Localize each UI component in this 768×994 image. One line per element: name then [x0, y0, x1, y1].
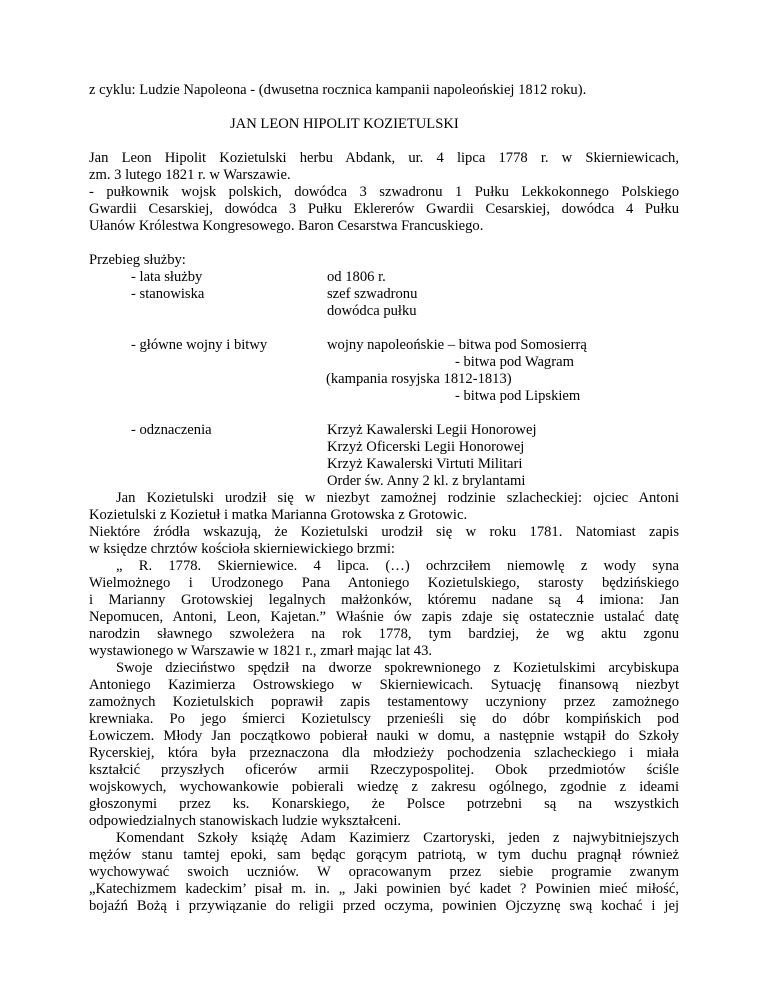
intro-line: Ułanów Królestwa Kongresowego. Baron Cesarstwa Francuskiego.: [89, 218, 484, 234]
service-value-war: - bitwa pod Lipskiem: [455, 388, 581, 404]
body-line: mężów stanu tamtej epoki, sam będąc gorącym patriotą, w tym duchu pragnął również: [89, 847, 679, 863]
body-line: „Katechizmem kadeckim’ pisał m. in. „ Jaki powinien być kadet ? Powinien mieć miłość,: [89, 881, 679, 897]
body-line: odpowiedzialnych stanowiskach ludzie wykształceni.: [89, 813, 402, 829]
intro-line: Jan Leon Hipolit Kozietulski herbu Abdank, ur. 4 lipca 1778 r. w Skierniewicach,: [89, 150, 679, 166]
body-line: wojskowych, wychowankowie pobierali wiedzę z zakresu ogólnego, zgodnie z ideami: [89, 779, 679, 795]
body-line: Niektóre źródła wskazują, że Kozietulski urodził się w roku 1781. Natomiast zapis: [89, 524, 679, 540]
intro-paragraph: [89, 150, 679, 235]
series-text: z cyklu: Ludzie Napoleona - (dwusetna rocznica kampanii napoleońskiej 1812 roku).: [89, 82, 587, 98]
body-text: [89, 490, 679, 915]
body-line: Łowiczem. Młody Jan początkowo pobierał nauki w domu, a następnie wstąpił do Szkoły: [89, 728, 679, 744]
series-line: [89, 82, 679, 99]
service-value-war: (kampania rosyjska 1812-1813): [326, 371, 512, 387]
body-line: Antoniego Kazimierza Ostrowskiego w Skierniewicach. Sytuację finansową niezbyt: [89, 677, 679, 693]
body-line: „ R. 1778. Skierniewice. 4 lipca. (…) ochrzciłem niemowlę z wody syna: [116, 558, 679, 574]
intro-line: - pułkownik wojsk polskich, dowódca 3 szwadronu 1 Pułku Lekkokonnego Polskiego: [89, 184, 679, 200]
body-line: wychowywać swoich uczniów. W opracowanym przez siebie programie zwanym: [89, 864, 679, 880]
intro-line: Gwardii Cesarskiej, dowódca 3 Pułku Eklererów Gwardii Cesarskiej, dowódca 4 Pułku: [89, 201, 679, 217]
service-value-war: - bitwa pod Wagram: [455, 354, 574, 370]
body-line: głoszonymi przez ks. Konarskiego, że Polsce potrzebni są na wszystkich: [89, 796, 679, 812]
intro-line: zm. 3 lutego 1821 r. w Warszawie.: [89, 167, 291, 183]
service-value-decoration: Krzyż Kawalerski Legii Honorowej: [327, 422, 537, 438]
service-value-decoration: Order św. Anny 2 kl. z brylantami: [327, 473, 526, 489]
service-label-wars: - główne wojny i bitwy: [131, 337, 268, 353]
service-value-war: wojny napoleońskie – bitwa pod Somosierrą: [327, 337, 587, 353]
body-line: bojaźń Bożą i przywiązanie do religii przed oczyma, powinien Ojczyznę swą kochać i jej: [89, 898, 679, 914]
page-title: [230, 116, 630, 133]
body-line: kształcić przyszłych oficerów armii Rzeczypospolitej. Obok przedmiotów ściśle: [89, 762, 679, 778]
body-line: zamożnych Kozietulskich poprawił zapis testamentowy uczyniony przez zamożnego: [89, 694, 679, 710]
service-label-positions: - stanowiska: [131, 286, 205, 302]
title-text: JAN LEON HIPOLIT KOZIETULSKI: [230, 116, 459, 132]
service-heading: Przebieg służby:: [89, 252, 186, 268]
body-line: i Marianny Grotowskiej legalnych małżonków, któremu nadane są 4 imiona: Jan: [89, 592, 679, 608]
service-label-decorations: - odznaczenia: [131, 422, 212, 438]
service-label-years: - lata służby: [131, 269, 203, 285]
body-line: krewniaka. Po jego śmierci Kozietulscy przenieśli się do dóbr kompińskich pod: [89, 711, 679, 727]
body-line: w księdze chrztów kościoła skierniewickiego brzmi:: [89, 541, 395, 557]
body-line: Wielmożnego i Urodzonego Pana Antoniego Kozietulskiego, starosty będzińskiego: [89, 575, 679, 591]
body-line: narodzin sławnego szwoleżera na rok 1778, tym bardziej, że wg aktu zgonu: [89, 626, 679, 642]
body-line: Komendant Szkoły książę Adam Kazimierz Czartoryski, jeden z najwybitniejszych: [116, 830, 679, 846]
body-line: Nepomucen, Antoni, Leon, Kajetan.” Właśnie ów zapis zdaje się ostatecznie ustalać datę: [89, 609, 679, 625]
body-line: Swoje dzieciństwo spędził na dworze spokrewnionego z Kozietulskimi arcybiskupa: [116, 660, 679, 676]
service-value-position: szef szwadronu: [327, 286, 418, 302]
body-line: Kozietulski z Kozietuł i matka Marianna Grotowska z Grotowic.: [89, 507, 468, 523]
body-line: Jan Kozietulski urodził się w niezbyt zamożnej rodzinie szlacheckiej: ojciec Antoni: [116, 490, 679, 506]
service-value-years: od 1806 r.: [327, 269, 386, 285]
body-line: Rycerskiej, która była przeznaczona dla młodzieży pochodzenia szlacheckiego i miała: [89, 745, 679, 761]
service-value-decoration: Krzyż Kawalerski Virtuti Militari: [327, 456, 523, 472]
service-value-decoration: Krzyż Oficerski Legii Honorowej: [327, 439, 525, 455]
body-line: wystawionego w Warszawie w 1821 r., zmarł mając lat 43.: [89, 643, 433, 659]
service-value-position: dowódca pułku: [327, 303, 417, 319]
